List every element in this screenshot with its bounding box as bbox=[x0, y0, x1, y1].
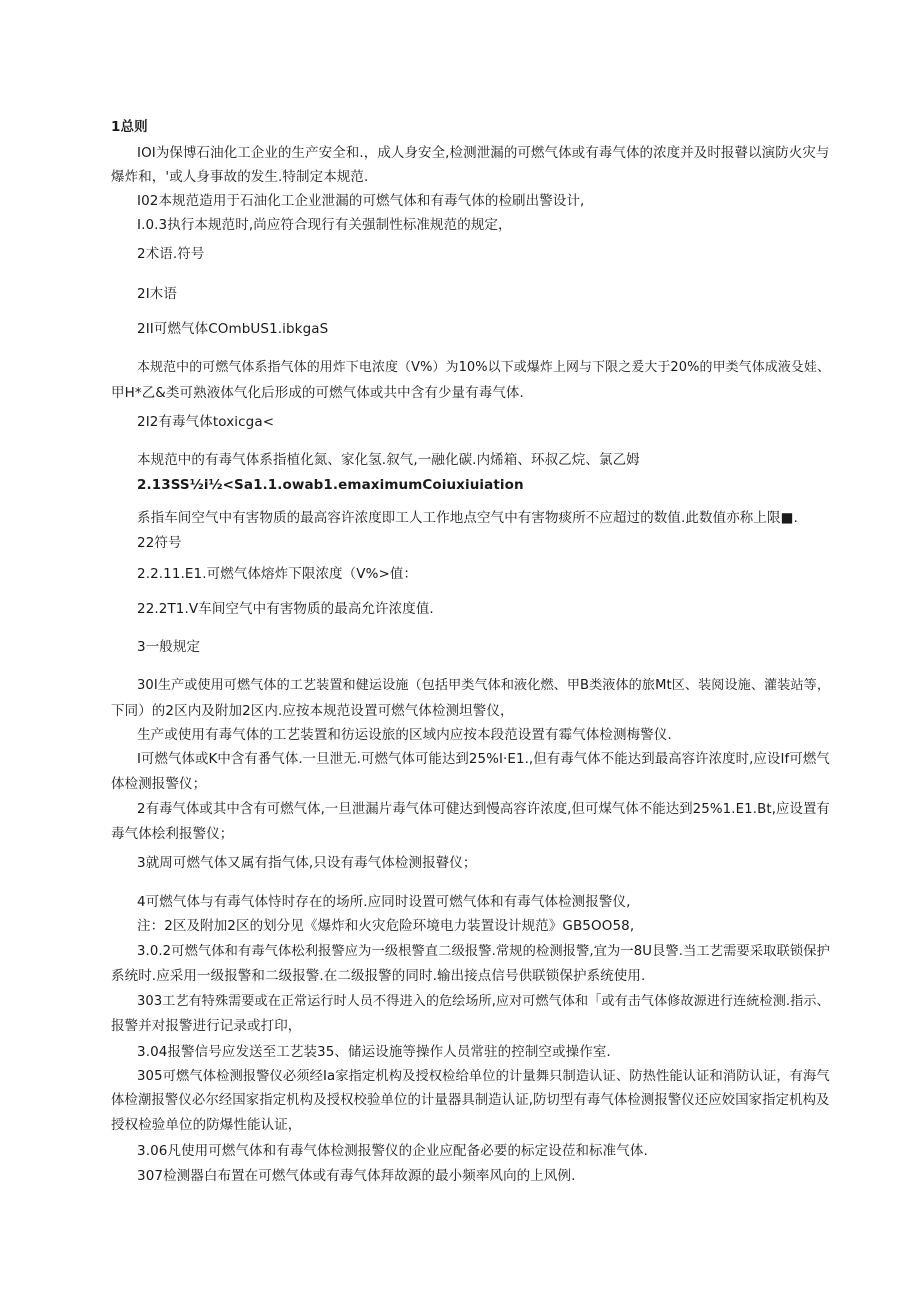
paragraph-line: 303工艺有特殊需要或在正常运行时人员不得进入的危绘场所,应对可燃气体和「或有击气体修故源进行连統检测.指示、 bbox=[137, 994, 830, 1009]
paragraph-line: 30I生产或使用可燃气体的工艺装置和健运设施（包括甲类气体和液化燃、甲B类液体的旅Mt区、装阅设施、灌装站等， bbox=[137, 678, 831, 693]
paragraph-line: 爆炸和，'或人身事故的发生.特制定本规范. bbox=[111, 169, 369, 185]
paragraph-line: 305可燃气体检测报警仪必须经Ia家指定机构及授权检给单位的计量舞只制造认证、防热性能认证和消防认证，有海气 bbox=[137, 1069, 830, 1084]
paragraph-line: 体检潮报警仪必尔经国家指定机构及授权校验单位的计量器具制造认证,防切型有毒气体检测报警仪还应姣国家指定机构及 bbox=[111, 1093, 830, 1108]
paragraph-line: 3.0.2可燃气体和有毒气体松利报警应为一级根警直二级报警.常规的检测报警,宜为一8U艮警.当工艺需要采取联锁保护 bbox=[137, 944, 830, 959]
term-heading: 2I2有毒气体toxicga< bbox=[137, 414, 275, 430]
paragraph-line: 3.06凡使用可燃气体和有毒气体检测报警仪的企业应配备必要的标定设莅和标准气体. bbox=[137, 1143, 648, 1159]
chapter-heading: 1总则 bbox=[111, 119, 148, 135]
paragraph-line: 毒气体桧利报警仪； bbox=[111, 826, 234, 842]
paragraph-line: 本规范中的有毒气体系指植化氮、家化氢.叙气,一融化碳.内烯箱、环叔乙烷、氯乙姆 bbox=[137, 452, 640, 468]
paragraph-line: 3就周可燃气体又属有指气体,只设有毒气体检测报瞽仪； bbox=[137, 855, 477, 871]
paragraph-line: 系统时.应采用一级报警和二级报警.在二级报警的同时.输出接点信号供联锁保护系统使用. bbox=[111, 968, 646, 984]
paragraph-line: 体检测报警仪； bbox=[111, 776, 207, 792]
symbol-definition: 2.2.11.E1.可燃气体熔炸下限浓度（V%>值： bbox=[137, 566, 418, 582]
paragraph-line: 授权检验单位的防爆性能认证， bbox=[111, 1117, 302, 1133]
term-heading: 2II可燃气体COmbUS1.ibkgaS bbox=[137, 321, 329, 337]
paragraph-line: 3.04报警信号应发送至工艺装35、储运设施等操作人员常驻的控制空或操作室. bbox=[137, 1044, 611, 1060]
paragraph-line: 4可燃气体与有毒气体恃时存在的场所.应同时设置可燃气体和有毒气体检测报警仪, bbox=[137, 894, 631, 910]
paragraph-line: 报警并对报警进行记录或打印， bbox=[111, 1018, 302, 1034]
symbol-definition: 22.2T1.V车间空气中有害物质的最高允许浓度值. bbox=[137, 601, 434, 617]
chapter-heading: 2术语.符号 bbox=[137, 246, 205, 262]
paragraph-line: 下同）的2区内及附加2区内.应按本规范设置可燃气体检测坦警仪， bbox=[111, 703, 514, 719]
section-heading: 22符号 bbox=[137, 535, 182, 551]
note-line: 注：2区及附加2区的划分见《爆炸和火灾危险环境电力装置设计规范》GB5OO58, bbox=[137, 918, 635, 934]
paragraph-line: I.0.3执行本规范时,尚应符合现行有关强制性标准规范的规定， bbox=[137, 217, 512, 233]
term-heading: 2.13SS½i½<Sa1.1.owab1.emaximumCoiuxiuiation bbox=[137, 477, 524, 493]
paragraph-line: 生产或使用有毒气体的工艺装置和彷运设旅的区域内应按本段范设置有霉气体检测梅警仪. bbox=[137, 727, 672, 743]
paragraph-line: I02本规范造用于石油化工企业泄漏的可燃气体和有毒气体的检刷出警设计, bbox=[137, 193, 585, 209]
paragraph-line: 甲H*乙&类可熟液体气化后形成的可燃气体或共中含有少量有毒气体. bbox=[111, 385, 524, 401]
paragraph-line: IOI为保博石油化工企业的生产安全和.，成人身安全,检测泄漏的可燃气体或有毒气体的浓度并及时报瞽以演防火灾与 bbox=[137, 145, 830, 161]
paragraph-line: 本规范中的可燃气体系指气体的用炸下电浓度（V%）为10%以下或爆炸上网与下限之爰大于20%的甲类气体成液殳娃、 bbox=[137, 360, 831, 375]
chapter-heading: 3一般规定 bbox=[137, 639, 201, 655]
paragraph-line: 系指车间空气中有害物质的最高容许浓度即工人工作地点空气中有害物痰所不应超过的数值.此数值亦称上限■. bbox=[137, 510, 798, 526]
section-heading: 2I木语 bbox=[137, 286, 177, 302]
paragraph-line: 307检测器白布置在可燃气体或有毒气体拜故源的最小频率风向的上风例. bbox=[137, 1168, 576, 1184]
paragraph-line: 2有毒气体或其中含有可燃气体,一旦泄漏片毒气体可健达到慢高容许浓度,但可煤气体不能达到25%1.E1.Bt,应设置有 bbox=[137, 802, 830, 817]
paragraph-line: I可燃气体或K中含有番气体.一旦泄无.可燃气体可能达到25%I·E1.,但有毒气体不能达到最高容许浓度时,应设If可燃气 bbox=[137, 752, 830, 767]
